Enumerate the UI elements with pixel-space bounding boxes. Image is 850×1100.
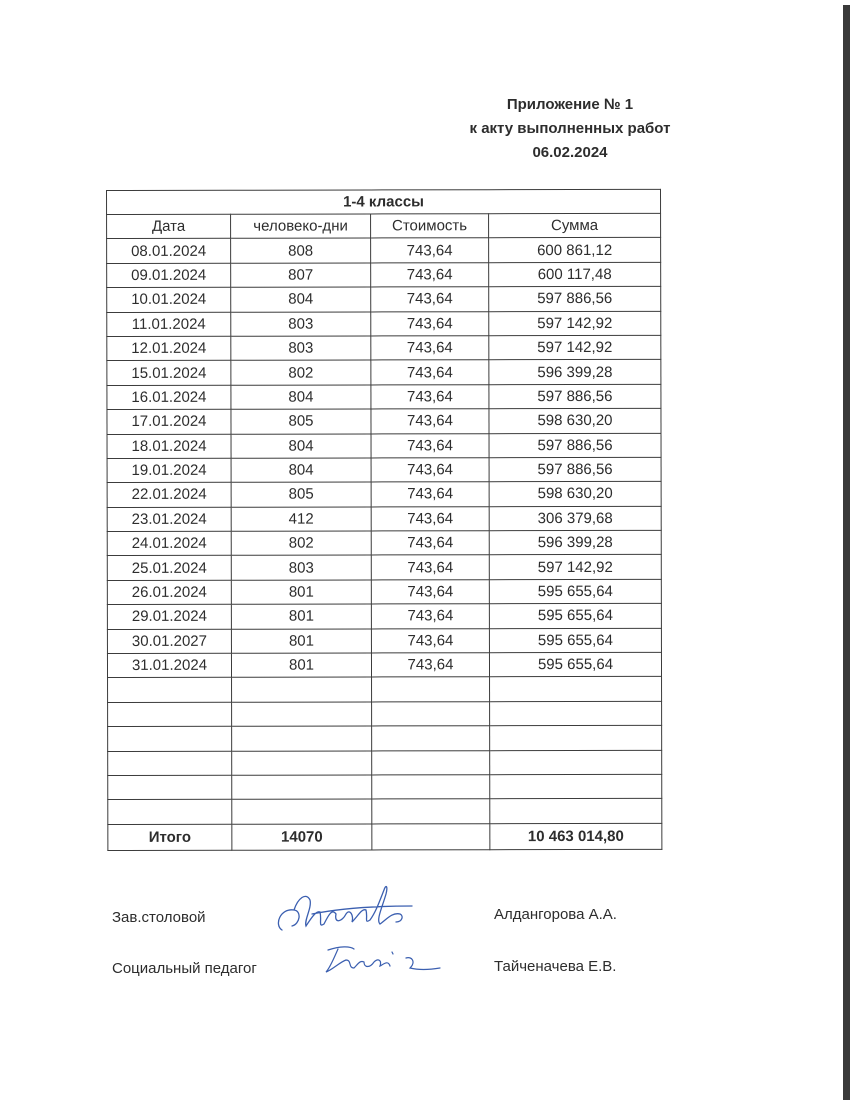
cell-sum: 600 117,48 xyxy=(489,262,661,287)
cell-cost: 743,64 xyxy=(371,311,489,336)
table-row xyxy=(107,262,661,288)
cell-sum: 596 399,28 xyxy=(489,530,661,555)
cell-person-days: 801 xyxy=(231,653,371,678)
cell-date: 19.01.2024 xyxy=(107,458,231,483)
empty-cell xyxy=(490,774,662,799)
cell-date: 17.01.2024 xyxy=(107,409,231,434)
table-row xyxy=(107,604,661,630)
table-row xyxy=(107,311,661,337)
report-table xyxy=(106,189,662,851)
cell-date: 30.01.2027 xyxy=(107,629,231,654)
cell-sum: 597 142,92 xyxy=(489,311,661,336)
cell-cost: 743,64 xyxy=(371,555,489,580)
cell-cost: 743,64 xyxy=(371,409,489,434)
cell-date: 16.01.2024 xyxy=(107,385,231,410)
cell-person-days: 804 xyxy=(231,433,371,458)
empty-cell xyxy=(372,750,490,775)
signatory-name-social-pedagogue: Тайченачева Е.В. xyxy=(494,958,617,975)
cell-person-days: 808 xyxy=(231,238,371,263)
appendix-title: Приложение № 1 xyxy=(506,96,634,113)
empty-cell xyxy=(490,750,662,775)
cell-date: 23.01.2024 xyxy=(107,507,231,532)
empty-cell xyxy=(232,751,372,776)
cell-person-days: 804 xyxy=(231,287,371,312)
table-row xyxy=(107,360,661,386)
cell-person-days: 801 xyxy=(231,604,371,629)
empty-cell xyxy=(490,799,662,824)
cell-person-days: 801 xyxy=(231,629,371,654)
empty-cell xyxy=(372,799,490,824)
empty-table-row xyxy=(108,677,662,703)
table-row xyxy=(107,628,661,654)
table-row xyxy=(107,238,661,264)
empty-cell xyxy=(108,751,232,776)
cell-date: 15.01.2024 xyxy=(107,361,231,386)
cell-sum: 597 886,56 xyxy=(489,433,661,458)
empty-cell xyxy=(232,702,372,727)
total-row xyxy=(108,823,662,850)
column-header-date: Дата xyxy=(107,214,231,239)
cell-sum: 595 655,64 xyxy=(489,604,661,629)
column-header-row xyxy=(107,213,661,239)
empty-cell xyxy=(490,701,662,726)
cell-cost: 743,64 xyxy=(371,360,489,385)
appendix-subtitle: к акту выполненных работ xyxy=(469,120,671,137)
table-body xyxy=(107,238,662,825)
cell-sum: 597 886,56 xyxy=(489,384,661,409)
cell-cost: 743,64 xyxy=(371,604,489,629)
handwritten-signature-1-icon xyxy=(272,880,422,945)
table-row xyxy=(107,555,661,581)
cell-cost: 743,64 xyxy=(371,482,489,507)
empty-cell xyxy=(372,677,490,702)
column-header-sum: Сумма xyxy=(489,213,661,238)
document-header xyxy=(440,93,700,165)
total-cost xyxy=(372,823,490,849)
cell-cost: 743,64 xyxy=(371,506,489,531)
cell-person-days: 801 xyxy=(231,580,371,605)
cell-person-days: 412 xyxy=(231,507,371,532)
empty-cell xyxy=(232,775,372,800)
appendix-date: 06.02.2024 xyxy=(532,144,608,161)
empty-table-row xyxy=(108,799,662,825)
cell-sum: 600 861,12 xyxy=(489,238,661,263)
empty-cell xyxy=(108,775,232,800)
cell-sum: 595 655,64 xyxy=(489,628,661,653)
cell-person-days: 803 xyxy=(231,336,371,361)
empty-cell xyxy=(490,726,662,751)
table-row xyxy=(107,457,661,483)
cell-sum: 598 630,20 xyxy=(489,408,661,433)
cell-date: 09.01.2024 xyxy=(107,263,231,288)
cell-sum: 595 655,64 xyxy=(489,579,661,604)
cell-date: 24.01.2024 xyxy=(107,531,231,556)
empty-cell xyxy=(232,799,372,824)
empty-cell xyxy=(232,726,372,751)
table-row xyxy=(107,287,661,313)
handwritten-signature-2-icon xyxy=(320,940,450,980)
signature-position-canteen-head: Зав.столовой xyxy=(112,909,206,926)
cell-person-days: 802 xyxy=(231,531,371,556)
cell-person-days: 805 xyxy=(231,482,371,507)
cell-sum: 597 886,56 xyxy=(489,287,661,312)
signatory-name-canteen-head: Алдангорова А.А. xyxy=(494,906,617,923)
table-row xyxy=(107,506,661,532)
cell-sum: 597 886,56 xyxy=(489,457,661,482)
cell-person-days: 807 xyxy=(231,263,371,288)
table-row xyxy=(107,433,661,459)
empty-cell xyxy=(108,800,232,825)
cell-date: 29.01.2024 xyxy=(107,604,231,629)
cell-cost: 743,64 xyxy=(371,653,489,678)
empty-cell xyxy=(372,726,490,751)
group-title-row xyxy=(107,189,661,214)
cell-sum: 595 655,64 xyxy=(489,652,661,677)
cell-cost: 743,64 xyxy=(371,580,489,605)
cell-date: 26.01.2024 xyxy=(107,580,231,605)
empty-cell xyxy=(108,726,232,751)
cell-date: 10.01.2024 xyxy=(107,287,231,312)
column-header-cost: Стоимость xyxy=(371,214,489,239)
total-sum: 10 463 014,80 xyxy=(490,823,662,849)
cell-cost: 743,64 xyxy=(371,384,489,409)
cell-sum: 306 379,68 xyxy=(489,506,661,531)
cell-cost: 743,64 xyxy=(371,238,489,263)
cell-cost: 743,64 xyxy=(371,458,489,483)
empty-table-row xyxy=(108,750,662,776)
cell-sum: 596 399,28 xyxy=(489,360,661,385)
scan-edge xyxy=(843,5,850,1100)
cell-date: 12.01.2024 xyxy=(107,336,231,361)
cell-date: 25.01.2024 xyxy=(107,556,231,581)
table-row xyxy=(107,335,661,361)
cell-cost: 743,64 xyxy=(371,336,489,361)
cell-date: 18.01.2024 xyxy=(107,434,231,459)
table-row xyxy=(107,482,661,508)
cell-sum: 598 630,20 xyxy=(489,482,661,507)
cell-cost: 743,64 xyxy=(371,262,489,287)
empty-cell xyxy=(108,678,232,703)
table-row xyxy=(107,408,661,434)
cell-person-days: 802 xyxy=(231,360,371,385)
cell-date: 11.01.2024 xyxy=(107,312,231,337)
cell-person-days: 804 xyxy=(231,385,371,410)
table-row xyxy=(107,652,661,678)
table-row xyxy=(107,530,661,556)
cell-date: 08.01.2024 xyxy=(107,239,231,264)
cell-date: 31.01.2024 xyxy=(107,653,231,678)
empty-cell xyxy=(372,775,490,800)
cell-sum: 597 142,92 xyxy=(489,335,661,360)
cell-cost: 743,64 xyxy=(371,433,489,458)
empty-table-row xyxy=(108,701,662,727)
column-header-person-days: человеко-дни xyxy=(231,214,371,239)
signature-position-social-pedagogue: Социальный педагог xyxy=(112,960,257,977)
empty-cell xyxy=(108,702,232,727)
cell-cost: 743,64 xyxy=(371,531,489,556)
cell-cost: 743,64 xyxy=(371,287,489,312)
total-label: Итого xyxy=(108,824,232,850)
table-row xyxy=(107,384,661,410)
cell-sum: 597 142,92 xyxy=(489,555,661,580)
cell-date: 22.01.2024 xyxy=(107,483,231,508)
total-person-days: 14070 xyxy=(232,824,372,850)
empty-table-row xyxy=(108,774,662,800)
empty-cell xyxy=(490,677,662,702)
empty-table-row xyxy=(108,726,662,752)
cell-person-days: 803 xyxy=(231,312,371,337)
cell-person-days: 803 xyxy=(231,555,371,580)
cell-person-days: 804 xyxy=(231,458,371,483)
cell-cost: 743,64 xyxy=(371,628,489,653)
empty-cell xyxy=(372,702,490,727)
table-row xyxy=(107,579,661,605)
empty-cell xyxy=(232,677,372,702)
cell-person-days: 805 xyxy=(231,409,371,434)
group-title: 1-4 классы xyxy=(107,189,661,214)
